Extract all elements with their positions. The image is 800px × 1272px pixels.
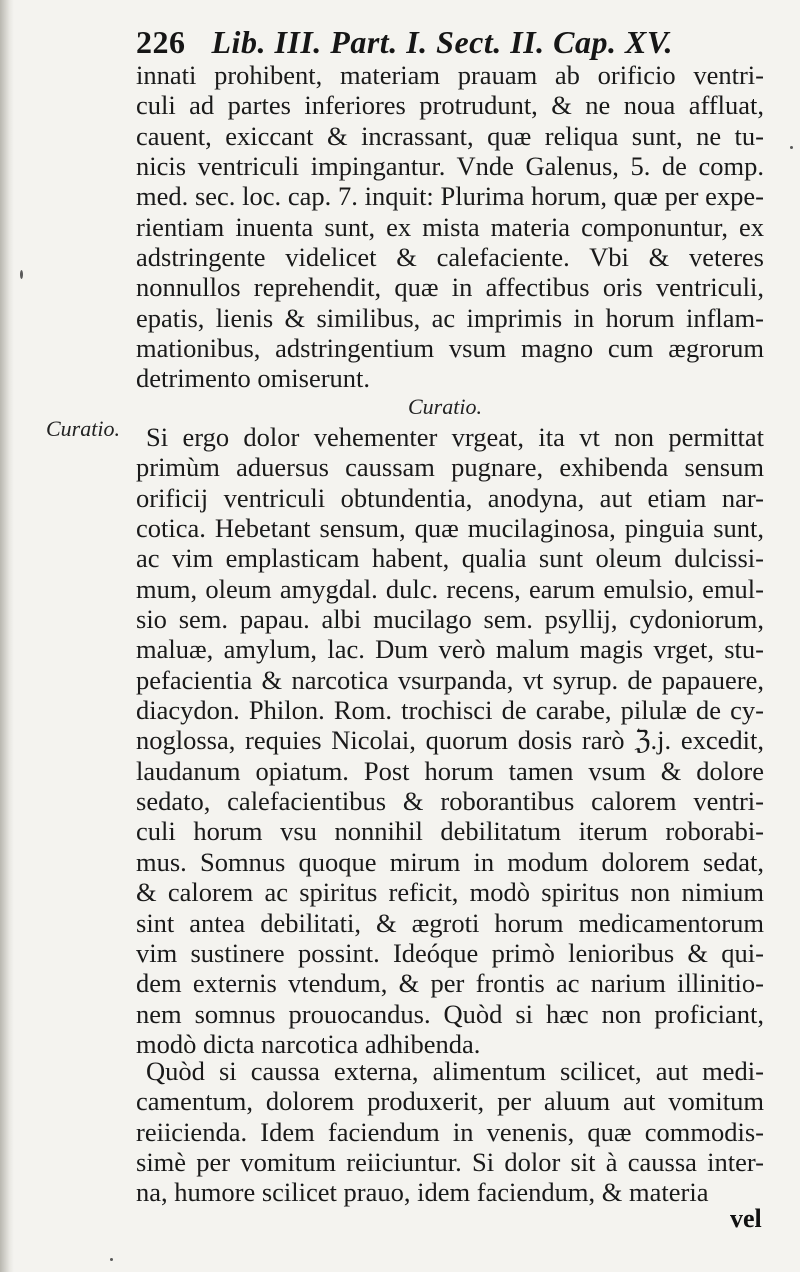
text-line: mum, oleum amygdal. dulc. recens, earum emulsio, emul- bbox=[136, 573, 764, 604]
text-line: pefacientia & narcotica vsurpanda, vt syrup. de papauere, bbox=[136, 664, 764, 695]
text-line: maluæ, amylum, lac. Dum verò malum magis vrget, stu- bbox=[136, 634, 764, 665]
text-line: sint antea debilitati, & ægroti horum medicamentorum bbox=[136, 907, 764, 938]
text-line: laudanum opiatum. Post horum tamen vsum & dolore bbox=[136, 755, 764, 786]
text-line: nonnullos reprehendit, quæ in affectibus oris ventriculi, bbox=[136, 272, 764, 303]
text-line: sio sem. papau. albi mucilago sem. psyllij, cydoniorum, bbox=[136, 604, 764, 635]
running-header bbox=[136, 24, 673, 61]
text-line: culi horum vsu nonnihil debilitatum iterum roborabi- bbox=[136, 816, 764, 847]
text-line: dem externis vtendum, & per frontis ac narium illinitio- bbox=[136, 968, 764, 999]
text-line: ac vim emplasticam habent, qualia sunt oleum dulcissi- bbox=[136, 543, 764, 574]
text-line: vim sustinere possint. Ideóque primò lenioribus & qui- bbox=[136, 937, 764, 968]
text-line: nem somnus prouocandus. Quòd si hæc non proficiant, bbox=[136, 998, 764, 1029]
section-heading: Curatio. bbox=[408, 394, 482, 419]
text-line: simè per vomitum reiiciuntur. Si dolor sit à caussa inter- bbox=[136, 1147, 764, 1178]
text-line: sedato, calefacientibus & roborantibus calorem ventri- bbox=[136, 786, 764, 817]
text-line: cotica. Hebetant sensum, quæ mucilaginosa, pinguia sunt, bbox=[136, 513, 764, 544]
print-speck bbox=[20, 270, 23, 279]
page-number: 226 bbox=[136, 24, 186, 60]
page-gutter-shadow bbox=[0, 0, 14, 1272]
text-line: innati prohibent, materiam prauam ab orificio ventri- bbox=[136, 60, 764, 90]
text-line: epatis, lienis & similibus, ac imprimis in horum inflam- bbox=[136, 302, 764, 333]
running-title: Lib. III. Part. I. Sect. II. Cap. XV. bbox=[211, 24, 674, 60]
text-line: med. sec. loc. cap. 7. inquit: Plurima horum, quæ per expe- bbox=[136, 181, 764, 212]
text-line: detrimento omiserunt. bbox=[136, 363, 371, 394]
text-line: primùm aduersus caussam pugnare, exhibenda sensum bbox=[136, 452, 764, 483]
margin-note: Curatio. bbox=[46, 416, 120, 441]
text-line: diacydon. Philon. Rom. trochisci de carabe, pilulæ de cy- bbox=[136, 695, 764, 726]
text-line: orificij ventriculi obtundentia, anodyna, aut etiam nar- bbox=[136, 482, 764, 513]
text-line: modò dicta narcotica adhibenda. bbox=[136, 1028, 481, 1059]
text-line: adstringente videlicet & calefaciente. Vbi & veteres bbox=[136, 242, 764, 273]
text-line: nicis ventriculi impingantur. Vnde Galenus, 5. de comp. bbox=[136, 151, 764, 182]
text-line: Quòd si caussa externa, alimentum scilicet, aut medi- bbox=[146, 1056, 764, 1086]
print-speck bbox=[110, 1258, 113, 1261]
text-line: na, humore scilicet prauo, idem faciendum, & materia bbox=[136, 1177, 709, 1208]
paragraph-after bbox=[136, 1056, 764, 1208]
text-line: Si ergo dolor vehementer vrgeat, ita vt non permittat bbox=[146, 422, 764, 452]
text-line: & calorem ac spiritus reficit, modò spiritus non nimium bbox=[136, 877, 764, 908]
print-speck bbox=[790, 146, 793, 149]
text-line: camentum, dolorem produxerit, per aluum aut vomitum bbox=[136, 1086, 764, 1117]
text-line: cauent, exiccant & incrassant, quæ reliqua sunt, ne tu- bbox=[136, 120, 764, 151]
text-line: mus. Somnus quoque mirum in modum dolorem sedat, bbox=[136, 846, 764, 877]
paragraph-before bbox=[136, 60, 764, 394]
paragraph-curatio bbox=[136, 422, 764, 1059]
text-line: reiicienda. Idem faciendum in venenis, quæ commodis- bbox=[136, 1116, 764, 1147]
text-line: mationibus, adstringentium vsum magno cum ægrorum bbox=[136, 333, 764, 364]
text-line: noglossa, requies Nicolai, quorum dosis rarò ℨ.j. excedit, bbox=[136, 725, 764, 756]
text-line: culi ad partes inferiores protrudunt, & ne noua affluat, bbox=[136, 90, 764, 121]
catchword: vel bbox=[730, 1204, 762, 1233]
text-line: rientiam inuenta sunt, ex mista materia componuntur, ex bbox=[136, 211, 764, 242]
